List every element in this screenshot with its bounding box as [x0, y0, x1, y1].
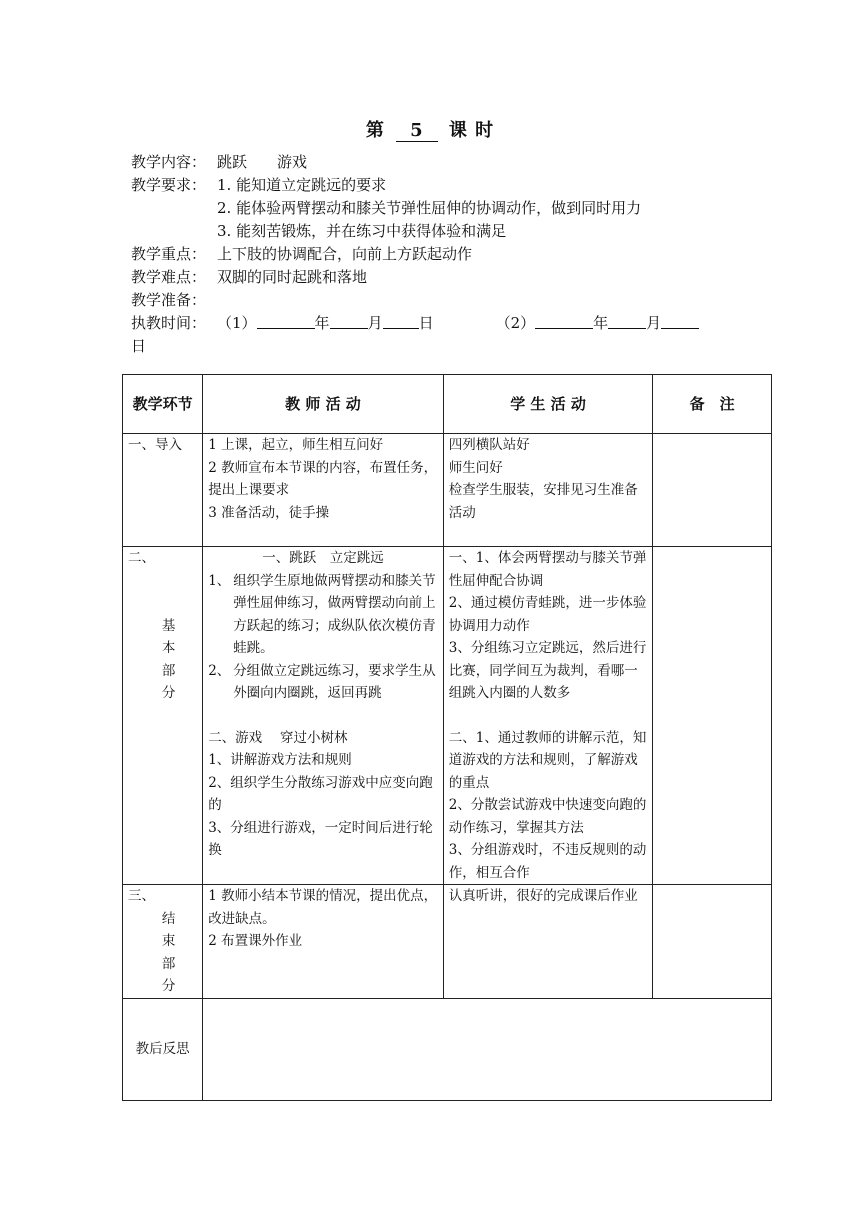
month-char: 月: [367, 314, 383, 332]
basic-student: [443, 547, 653, 885]
basic-teacher: [203, 547, 444, 885]
section-char: 结: [161, 910, 176, 927]
student-line: 2、分散尝试游戏中快速变向跑的动作练习，掌握其方法: [448, 797, 647, 836]
header-teacher: 教 师 活 动: [203, 375, 444, 434]
student-line: 2、通过模仿青蛙跳，进一步体验协调用力动作: [448, 595, 647, 634]
teacher-line: 1 教师小结本节课的情况，提出优点，改进缺点。: [208, 888, 438, 927]
section-char: 部: [161, 662, 176, 679]
time-row: [131, 312, 741, 335]
lesson-title: [0, 116, 860, 142]
title-prefix: 第: [365, 120, 385, 141]
time-row-wrap: [131, 335, 741, 358]
table-row-intro: [123, 434, 772, 547]
intro-notes: [653, 434, 772, 547]
difficulty-value: 双脚的同时起跳和落地: [217, 268, 368, 286]
requirement-item: 2. 能体验两臂摆动和膝关节弹性屈伸的协调动作，做到同时用力: [217, 199, 642, 217]
end-num: 三、: [128, 888, 155, 904]
intro-label: 一、导入: [128, 437, 182, 453]
time-slot-2: （2）: [495, 314, 536, 332]
requirements-row-2: [131, 197, 741, 220]
title-suffix: 课 时: [448, 120, 495, 141]
month-blank-1: [330, 312, 368, 329]
section-char: 部: [161, 955, 176, 972]
content-value: 跳跃 游戏: [217, 153, 308, 171]
year-char: 年: [593, 314, 609, 332]
focus-label: 教学重点：: [131, 245, 207, 263]
section-char: 分: [161, 685, 176, 701]
student-line: 3、分组游戏时，不违反规则的动作，相互合作: [448, 842, 647, 881]
teacher-line: 1 上课，起立，师生相互问好: [208, 437, 384, 453]
teacher-line: 3 准备活动，徒手操: [208, 504, 330, 521]
table-row-end: [123, 885, 772, 999]
student-line: 二、1、通过教师的讲解示范，知道游戏的方法和规则，了解游戏的重点: [448, 729, 647, 791]
teacher-line: 1、讲解游戏方法和规则: [208, 752, 352, 768]
day-char: 日: [418, 314, 434, 332]
end-teacher: [203, 885, 444, 999]
section-char: 基: [161, 617, 176, 634]
requirement-item: 1. 能知道立定跳远的要求: [217, 176, 387, 194]
end-notes: [653, 885, 772, 999]
teacher-line: 2 布置课外作业: [208, 933, 303, 949]
year-char: 年: [314, 314, 330, 332]
end-section: [123, 885, 203, 999]
prep-label: 教学准备：: [131, 291, 207, 309]
basic-section: [123, 547, 203, 885]
teacher-line: 2 教师宣布本节课的内容，布置任务，提出上课要求: [208, 459, 438, 498]
focus-row: [131, 243, 741, 266]
day-blank-1: [383, 312, 419, 329]
requirements-row: [131, 174, 741, 197]
basic-num: 二、: [128, 550, 155, 566]
student-line: 3、分组练习立定跳远，然后进行比赛，同学间互为裁判，看哪一组跳入内圈的人数多: [448, 640, 647, 701]
teacher-heading: 一、跳跃 立定跳远: [262, 550, 384, 566]
teacher-item: 2、 分组做立定跳远练习，要求学生从外圈向内圈跳，返回再跳: [208, 662, 436, 701]
lesson-meta: [131, 151, 741, 358]
end-student: [443, 885, 653, 999]
student-line: 检查学生服装，安排见习生准备活动: [448, 482, 638, 521]
reflection-content: [203, 998, 772, 1100]
year-blank-1: [257, 312, 315, 329]
student-line: 认真听讲，很好的完成课后作业: [448, 888, 638, 904]
table-row-reflection: [123, 998, 772, 1100]
student-line: 四列横队站好: [448, 437, 530, 453]
header-student: 学 生 活 动: [443, 375, 653, 434]
section-char: 分: [161, 978, 176, 994]
section-char: 束: [161, 933, 176, 949]
month-blank-2: [608, 312, 646, 329]
intro-student: [443, 434, 653, 547]
difficulty-label: 教学难点：: [131, 268, 207, 286]
day-char: 日: [131, 337, 147, 355]
reflection-label: 教后反思: [123, 998, 203, 1100]
header-stage: 教学环节: [123, 375, 203, 434]
content-label: 教学内容：: [131, 153, 207, 171]
section-char: 本: [161, 640, 176, 656]
table-header-row: [123, 375, 772, 434]
requirements-label: 教学要求：: [131, 176, 207, 194]
month-char: 月: [646, 314, 662, 332]
student-line: 一、1、体会两臂摆动与膝关节弹性屈伸配合协调: [448, 550, 647, 589]
difficulty-row: [131, 266, 741, 289]
time-label: 执教时间：: [131, 314, 207, 332]
intro-teacher: [203, 434, 444, 547]
table-row-basic: [123, 547, 772, 885]
prep-row: [131, 289, 741, 312]
teacher-item: 1、 组织学生原地做两臂摆动和膝关节弹性屈伸练习，做两臂摆动向前上方跃起的练习；成纵队依次模仿青蛙跳。: [208, 572, 436, 656]
teacher-line: 2、组织学生分散练习游戏中应变向跑的: [208, 774, 433, 813]
content-row: [131, 151, 741, 174]
intro-section: [123, 434, 203, 547]
teacher-heading: 二、游戏 穿过小树林: [208, 729, 348, 746]
focus-value: 上下肢的协调配合，向前上方跃起动作: [217, 245, 473, 263]
teacher-line: 3、分组进行游戏，一定时间后进行轮换: [208, 819, 433, 858]
basic-notes: [653, 547, 772, 885]
header-notes: 备 注: [653, 375, 772, 434]
lesson-plan-table: [122, 374, 772, 1101]
requirements-row-3: [131, 220, 741, 243]
time-slot-1: （1）: [217, 314, 257, 332]
lesson-number: 5: [396, 120, 438, 142]
student-line: 师生问好: [448, 459, 503, 476]
day-blank-2: [661, 312, 699, 329]
year-blank-2: [535, 312, 593, 329]
requirement-item: 3. 能刻苦锻炼，并在练习中获得体验和满足: [217, 222, 507, 240]
